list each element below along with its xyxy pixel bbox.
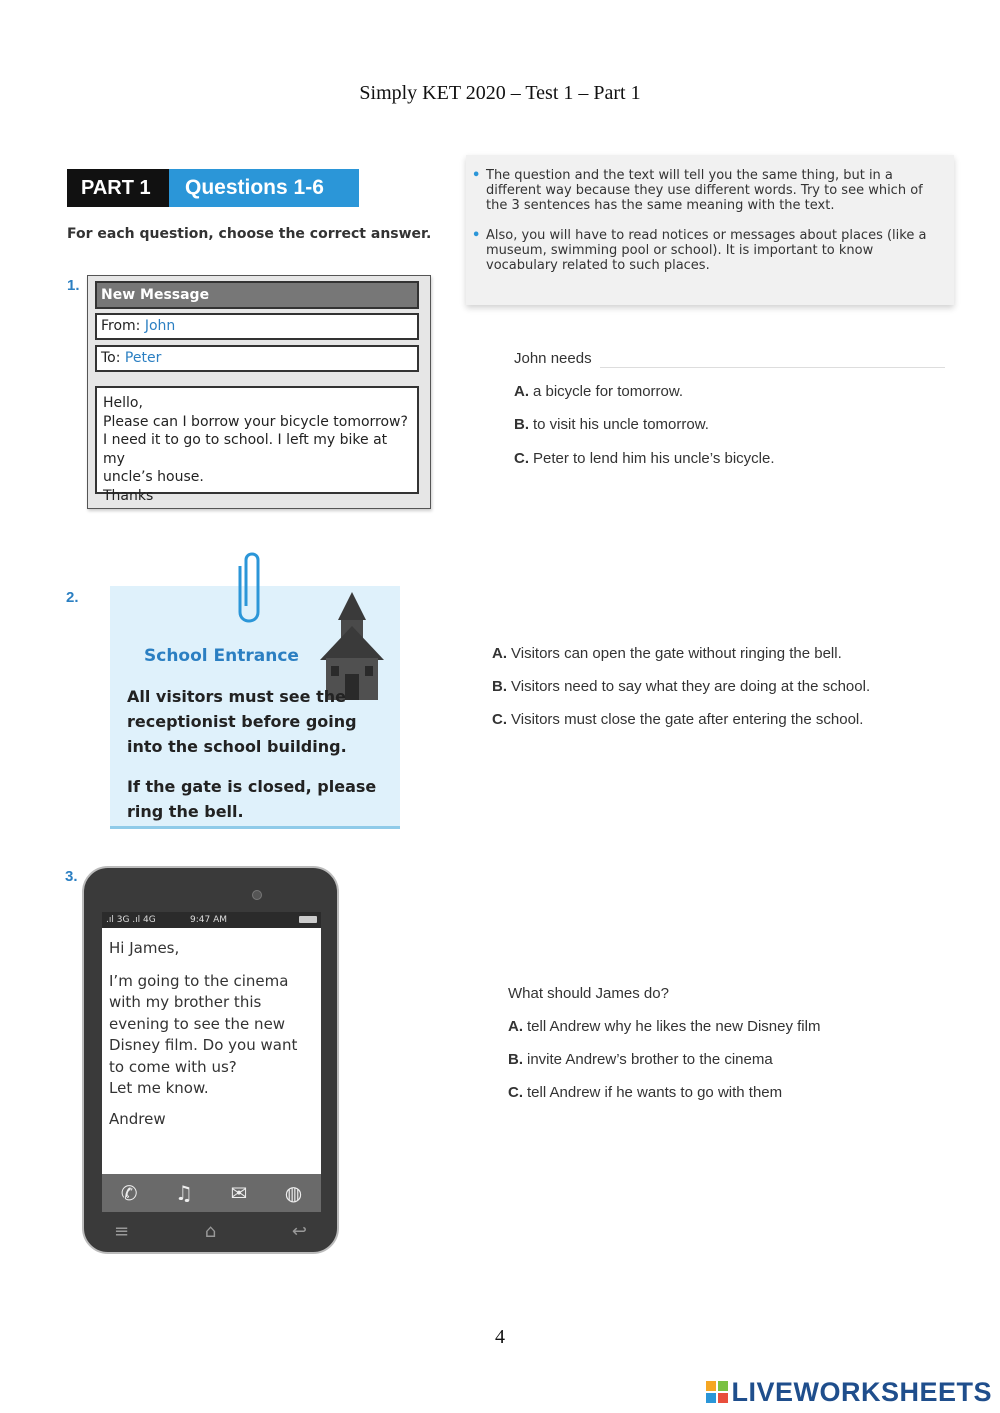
option-2c[interactable]	[492, 711, 863, 728]
back-icon[interactable]: ↩	[291, 1220, 307, 1242]
signal-indicator: .ıl 3G .ıl 4G	[106, 915, 156, 925]
to-label: To:	[101, 350, 121, 366]
option-text: Visitors need to say what they are doing at the school.	[511, 678, 871, 695]
email-card	[87, 275, 431, 509]
option-text: invite Andrew’s brother to the cinema	[527, 1051, 773, 1068]
mail-icon[interactable]: ✉	[230, 1181, 248, 1205]
watermark-text: LIVEWORKSHEETS	[731, 1377, 992, 1407]
phone	[82, 866, 339, 1254]
phone-nav-bar	[114, 1220, 307, 1242]
from-label: From:	[101, 318, 141, 334]
option-letter: C.	[508, 1084, 523, 1101]
question-stem-1: John needs	[514, 350, 592, 367]
questions-label: Questions 1-6	[169, 169, 359, 207]
option-3c[interactable]	[508, 1084, 782, 1101]
question-number-2: 2.	[66, 589, 79, 606]
question-number-3: 3.	[65, 868, 78, 885]
tip-text: Also, you will have to read notices or messages about places (like a museum, swimming pool or school). It is important to know vocabulary related to such places.	[486, 228, 927, 273]
option-text: Visitors can open the gate without ringing the bell.	[511, 645, 842, 662]
divider	[600, 367, 945, 368]
email-line: Hello,	[103, 395, 143, 411]
question-stem-3: What should James do?	[508, 985, 669, 1002]
option-letter: A.	[508, 1018, 523, 1035]
clock: 9:47 AM	[190, 915, 227, 925]
battery-icon	[299, 916, 317, 923]
logo-icon	[706, 1381, 728, 1403]
notice-title: School Entrance	[144, 646, 299, 666]
app-dock	[102, 1174, 321, 1212]
option-1b[interactable]	[514, 416, 709, 433]
school-notice	[110, 586, 400, 829]
email-line: uncle’s house.	[103, 469, 204, 485]
option-letter: A.	[492, 645, 507, 662]
page-number: 4	[495, 1326, 505, 1348]
option-letter: C.	[514, 450, 529, 467]
option-text: Visitors must close the gate after entering the school.	[511, 711, 864, 728]
option-text: Peter to lend him his uncle’s bicycle.	[533, 450, 775, 467]
option-2b[interactable]	[492, 678, 870, 695]
paperclip-icon	[228, 550, 268, 632]
email-line: I need it to go to school. I left my bike at my	[103, 432, 388, 467]
option-letter: A.	[514, 383, 529, 400]
notice-text: All visitors must see the receptionist before going into the school building.	[127, 687, 357, 756]
option-letter: B.	[514, 416, 529, 433]
from-value: John	[144, 318, 176, 334]
instruction-text: For each question, choose the correct answer.	[67, 226, 432, 242]
option-letter: C.	[492, 711, 507, 728]
email-from-row	[95, 313, 419, 340]
email-to-row	[95, 345, 419, 372]
tip-item	[472, 228, 942, 273]
page-header: Simply KET 2020 – Test 1 – Part 1	[359, 82, 641, 104]
email-body	[95, 386, 419, 504]
email-title: New Message	[95, 281, 419, 309]
notice-text: If the gate is closed, please ring the bell.	[127, 777, 377, 821]
option-text: tell Andrew why he likes the new Disney film	[527, 1018, 821, 1035]
status-bar	[102, 912, 321, 928]
message-closing: Let me know.	[109, 1079, 209, 1097]
option-letter: B.	[508, 1051, 523, 1068]
bullet-icon: •	[472, 168, 481, 183]
option-2a[interactable]	[492, 645, 842, 662]
phone-icon[interactable]: ✆	[120, 1181, 138, 1205]
liveworksheets-logo[interactable]	[706, 1377, 992, 1408]
message-sender: Andrew	[109, 1109, 166, 1128]
tip-item	[472, 168, 942, 213]
menu-icon[interactable]: ≡	[114, 1220, 130, 1242]
message-greeting: Hi James,	[109, 939, 180, 957]
music-icon[interactable]: ♫	[175, 1181, 193, 1205]
option-1c[interactable]	[514, 450, 775, 467]
text-message	[109, 938, 314, 1130]
option-text: a bicycle for tomorrow.	[533, 383, 684, 400]
question-number-1: 1.	[67, 277, 80, 294]
home-icon[interactable]: ⌂	[204, 1220, 217, 1242]
part-banner	[67, 169, 359, 207]
email-line: Please can I borrow your bicycle tomorrow?	[103, 413, 408, 430]
option-text: tell Andrew if he wants to go with them	[527, 1084, 783, 1101]
message-body: I’m going to the cinema with my brother this evening to see the new Disney film. Do you want to come with us?	[109, 971, 298, 1076]
option-3a[interactable]	[508, 1018, 820, 1035]
email-line: Thanks	[103, 487, 154, 504]
camera-icon	[252, 890, 262, 900]
to-value: Peter	[124, 350, 162, 366]
tips-box	[466, 155, 954, 305]
part-label: PART 1	[67, 169, 169, 207]
option-1a[interactable]	[514, 383, 683, 400]
option-letter: B.	[492, 678, 507, 695]
option-text: to visit his uncle tomorrow.	[533, 416, 709, 433]
tip-text: The question and the text will tell you the same thing, but in a different way because they use different words. Try to see which of the 3 sentences has the same meaning with the text.	[486, 168, 923, 213]
globe-icon[interactable]: ◍	[284, 1181, 303, 1205]
phone-screen	[102, 912, 321, 1212]
bullet-icon: •	[472, 228, 481, 243]
option-3b[interactable]	[508, 1051, 773, 1068]
